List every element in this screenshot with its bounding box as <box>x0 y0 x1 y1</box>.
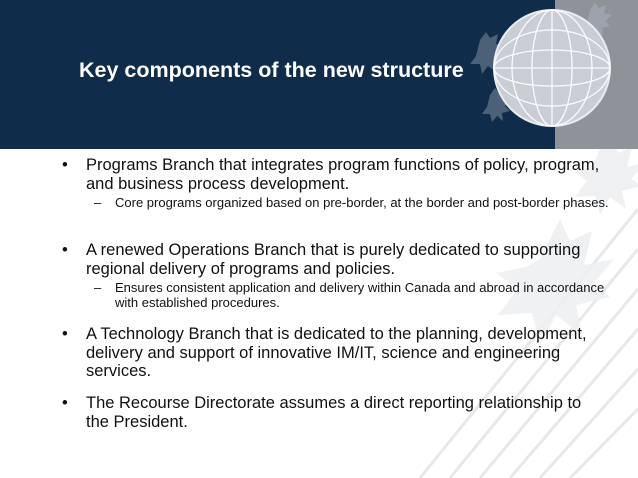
sub-bullet-marker: – <box>94 280 102 295</box>
slide-title: Key components of the new structure <box>79 58 464 82</box>
bullet-marker: • <box>62 156 68 174</box>
bullet-text-programs-branch: Programs Branch that integrates program functions of policy, program, and business process development. <box>86 156 600 193</box>
bullet-marker: • <box>62 325 68 343</box>
sub-bullet-text-core-programs: Core programs organized based on pre-border, at the border and post-border phases. <box>115 195 609 210</box>
bullet-text-recourse-directorate: The Recourse Directorate assumes a direct reporting relationship to the President. <box>86 394 582 431</box>
bullet-text-operations-branch: A renewed Operations Branch that is purely dedicated to supporting regional delivery of programs and policies. <box>86 241 581 278</box>
bullet-text-technology-branch: A Technology Branch that is dedicated to the planning, development, delivery and support of innovative IM/IT, science and engineering services. <box>86 325 587 380</box>
bullet-marker: • <box>62 241 68 259</box>
sub-bullet-text-consistent-application: Ensures consistent application and delivery within Canada and abroad in accordance with established procedures. <box>115 280 605 310</box>
sub-bullet-marker: – <box>94 195 102 210</box>
bullet-marker: • <box>62 394 68 412</box>
